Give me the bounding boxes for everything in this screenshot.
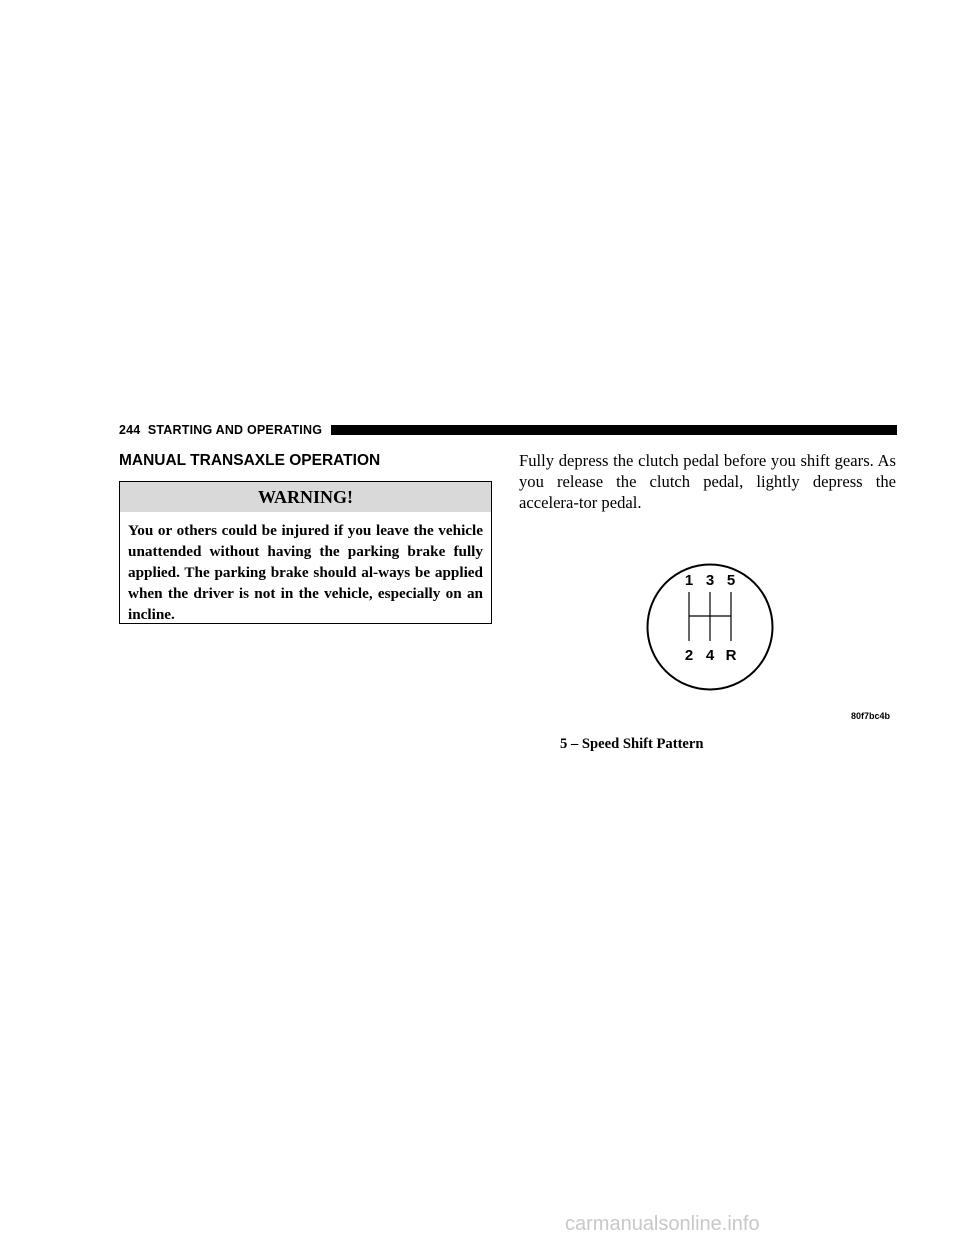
intro-paragraph: Fully depress the clutch pedal before you shift gears. As you release the clutch pedal, lightly depress the accelera-tor pedal. xyxy=(519,451,896,512)
page-header xyxy=(119,422,897,440)
gear-label-3: 3 xyxy=(705,572,715,589)
warning-body: You or others could be injured if you leave the vehicle unattended without having the parking brake fully applied. The parking brake should al-ways be applied when the driver is not in the vehicle, especially on an incline. xyxy=(128,522,483,623)
section-name: STARTING AND OPERATING xyxy=(147,423,323,437)
gear-label-4: 4 xyxy=(705,647,715,664)
header-text xyxy=(119,423,322,437)
gear-label-1: 1 xyxy=(684,572,694,589)
warning-box xyxy=(119,481,492,624)
gear-label-2: 2 xyxy=(684,647,694,664)
image-code: 80f7bc4b xyxy=(851,711,891,721)
shift-pattern-diagram xyxy=(646,563,774,691)
figure-caption: 5 – Speed Shift Pattern xyxy=(560,736,704,752)
page-number: 244 xyxy=(119,423,141,437)
warning-title: WARNING! xyxy=(120,482,491,512)
gear-label-5: 5 xyxy=(726,572,736,589)
section-title: MANUAL TRANSAXLE OPERATION xyxy=(119,452,381,469)
watermark: carmanualsonline.info xyxy=(565,1213,760,1235)
header-rule xyxy=(331,425,897,435)
gear-label-r: R xyxy=(725,647,737,664)
